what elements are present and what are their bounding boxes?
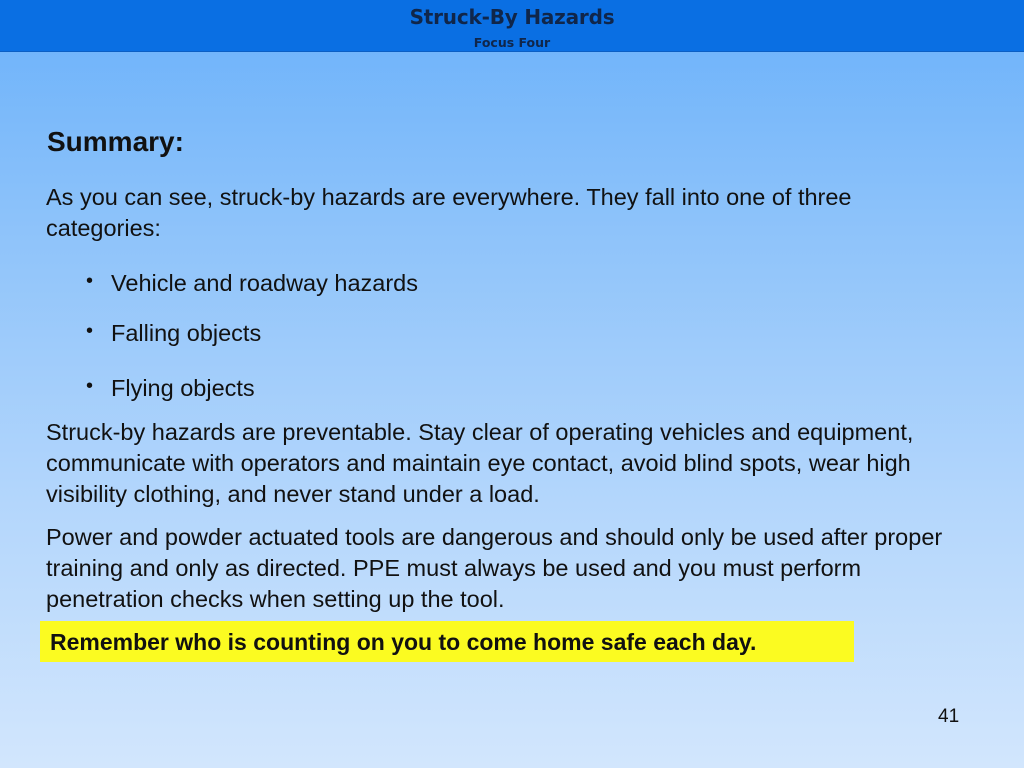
list-item-label: Flying objects [111,375,255,401]
summary-heading: Summary: [47,126,184,157]
list-item-label: Vehicle and roadway hazards [111,270,419,296]
page-number: 41 [938,706,960,727]
safety-reminder-text: Remember who is counting on you to come home safe each day. [50,629,757,655]
slide-subtitle: Focus Four [473,35,551,50]
list-item [86,373,255,404]
bullet-icon: • [86,375,94,397]
prevention-paragraph: Struck-by hazards are preventable. Stay clear of operating vehicles and equipment, communicate with operators and maintain eye contact, avoid blind spots, wear high visibility clothing, and never stand under a load. [46,419,914,507]
list-item [86,268,418,299]
safety-reminder-callout [40,621,854,662]
bullet-icon: • [86,270,94,292]
slide-title: Struck-By Hazards [409,5,615,29]
list-item-label: Falling objects [111,320,262,346]
list-item [86,318,261,349]
intro-paragraph: As you can see, struck-by hazards are everywhere. They fall into one of three categories: [46,184,852,241]
bullet-icon: • [86,320,94,342]
power-tools-paragraph: Power and powder actuated tools are dangerous and should only be used after proper training and only as directed. PPE must always be used and you must perform penetration checks when setting up the tool. [46,524,943,612]
